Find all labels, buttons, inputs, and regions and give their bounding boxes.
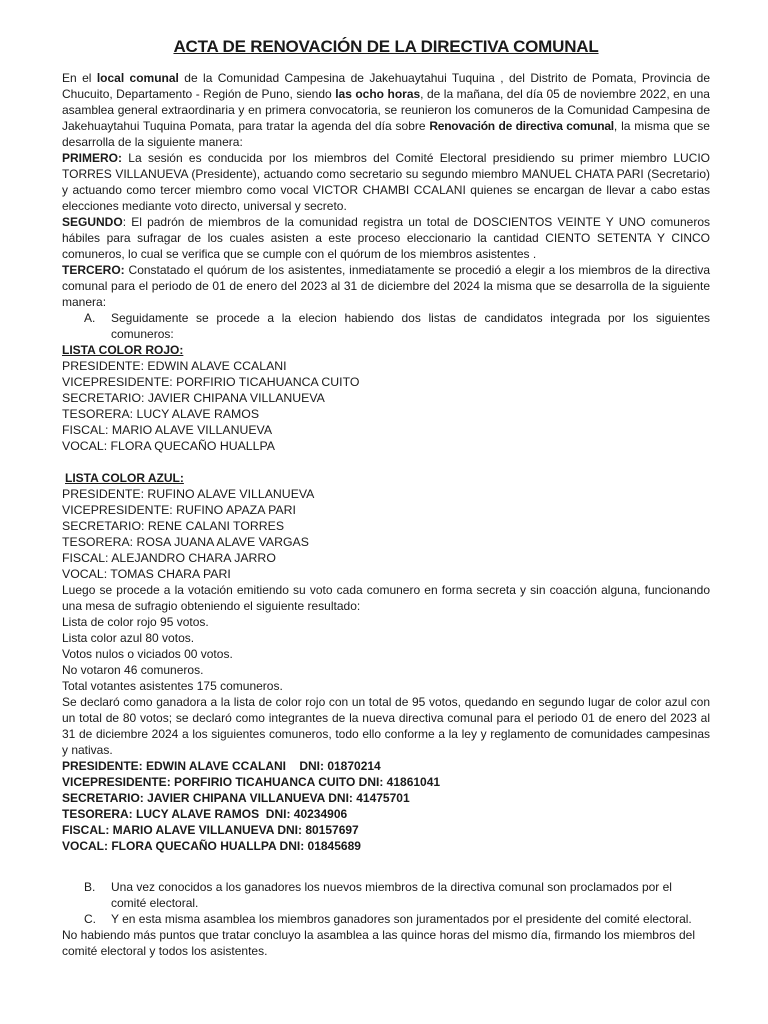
- list-item: FISCAL: MARIO ALAVE VILLANUEVA DNI: 80157697: [62, 823, 359, 837]
- list-item-c: [62, 911, 710, 927]
- declaracion-paragraph: Se declaró como ganadora a la lista de color rojo con un total de 95 votos, quedando en segundo lugar de color azul con un total de 80 votos; se declaró como integrantes de la nueva directiva comunal para el periodo 01 de enero del 2023 al 31 de diciembre 2024 a los siguientes comuneros, todo ello conforme a la ley y reglamento de comunidades campesinas y nativas.: [62, 695, 710, 757]
- item-b-marker: B.: [84, 880, 96, 894]
- intro-text-2: de la Comunidad Campesina de Jakehuaytahui Tuquina , del Distrito de Pomata, Provincia de Chucuito, Departamento - Región de Puno, siendo: [62, 71, 711, 101]
- list-item: FISCAL: MARIO ALAVE VILLANUEVA: [62, 423, 273, 437]
- ganadores-list: [62, 758, 710, 854]
- item-a-text: Seguidamente se procede a la elecion habiendo dos listas de candidatos integrada por los siguientes comuneros:: [111, 311, 710, 341]
- list-item: VOCAL: FLORA QUECAÑO HUALLPA: [62, 439, 275, 453]
- list-item: VICEPRESIDENTE: PORFIRIO TICAHUANCA CUITO: [62, 375, 360, 389]
- list-item: PRESIDENTE: EDWIN ALAVE CCALANI DNI: 01870214: [62, 759, 381, 773]
- segundo-paragraph: [62, 214, 710, 262]
- spacer: [62, 454, 710, 470]
- cierre-paragraph: No habiendo más puntos que tratar concluyo la asamblea a las quince horas del mismo día, firmando los miembros del comité electoral y todos los asistentes.: [62, 928, 695, 958]
- list-item: FISCAL: ALEJANDRO CHARA JARRO: [62, 551, 276, 565]
- list-item-a: [62, 310, 710, 342]
- tercero-label: TERCERO:: [62, 263, 125, 277]
- list-item: Votos nulos o viciados 00 votos.: [62, 647, 233, 661]
- intro-bold-local: local comunal: [96, 71, 179, 85]
- list-item: TESORERA: ROSA JUANA ALAVE VARGAS: [62, 535, 309, 549]
- intro-text-4: , la misma que se desarrolla de la siguiente manera:: [62, 119, 710, 149]
- primero-text: La sesión es conducida por los miembros del Comité Electoral presidiendo su primer miembro LUCIO TORRES VILLANUEVA (Presidente), actuando como secretario su segundo miembro MANUEL CHATA PARI (Secretario) y actuando como tercer miembro como vocal VICTOR CHAMBI CCALANI quienes se encargan de llevar a cabo estas elecciones mediante voto directo, universal y secreto.: [62, 151, 710, 213]
- list-item: Lista color azul 80 votos.: [62, 631, 195, 645]
- lista-azul-heading: LISTA COLOR AZUL:: [65, 471, 184, 485]
- votacion-paragraph: Luego se procede a la votación emitiendo su voto cada comunero en forma secreta y sin coacción alguna, funcionando una mesa de sufragio obteniendo el siguiente resultado:: [62, 583, 710, 613]
- list-item: SECRETARIO: JAVIER CHIPANA VILLANUEVA: [62, 391, 325, 405]
- intro-bold-hour: las ocho horas: [335, 87, 421, 101]
- intro-paragraph: [62, 70, 710, 150]
- list-item: TESORERA: LUCY ALAVE RAMOS DNI: 40234906: [62, 807, 348, 821]
- item-b-text: Una vez conocidos a los ganadores los nuevos miembros de la directiva comunal son proclamados por el comité electoral.: [111, 880, 672, 910]
- item-c-marker: C.: [84, 912, 96, 926]
- document-title: ACTA DE RENOVACIÓN DE LA DIRECTIVA COMUNAL: [173, 37, 599, 56]
- lista-azul-members: [62, 486, 710, 582]
- list-item: PRESIDENTE: RUFINO ALAVE VILLANUEVA: [62, 487, 315, 501]
- list-item: SECRETARIO: JAVIER CHIPANA VILLANUEVA DNI: 41475701: [62, 791, 410, 805]
- segundo-text: : El padrón de miembros de la comunidad registra un total de DOSCIENTOS VEINTE Y UNO comuneros hábiles para sufragar de los cuales asisten a este proceso eleccionario la cantidad CIENTO SETENTA Y CINCO comuneros, lo cual se verifica que se cumple con el quórum de los miembros asistentes .: [62, 215, 710, 261]
- lista-rojo-heading: LISTA COLOR ROJO:: [62, 343, 184, 357]
- list-item: VOCAL: FLORA QUECAÑO HUALLPA DNI: 01845689: [62, 839, 361, 853]
- list-item: TESORERA: LUCY ALAVE RAMOS: [62, 407, 260, 421]
- resultados-list: [62, 614, 710, 694]
- list-item: VOCAL: TOMAS CHARA PARI: [62, 567, 231, 581]
- lista-rojo-members: [62, 358, 710, 454]
- list-item-b: [62, 879, 710, 911]
- tercero-text: Constatado el quórum de los asistentes, inmediatamente se procedió a elegir a los miembros de la directiva comunal para el periodo de 01 de enero del 2023 al 31 de diciembre del 2024 la misma que se desarrolla de la siguiente manera:: [62, 263, 710, 309]
- intro-text-3: , de la mañana, del día 05 de noviembre 2022, en una asamblea general extraordinaria y en primera convocatoria, se reunieron los comuneros de la Comunidad Campesina de Jakehuaytahui Tuquina Pomata, para tratar la agenda del día sobre: [62, 87, 710, 133]
- list-item: VICEPRESIDENTE: PORFIRIO TICAHUANCA CUITO DNI: 41861041: [62, 775, 441, 789]
- intro-text-1: En el: [62, 71, 97, 85]
- list-item: Total votantes asistentes 175 comuneros.: [62, 679, 283, 693]
- list-item: PRESIDENTE: EDWIN ALAVE CCALANI: [62, 359, 287, 373]
- item-c-text: Y en esta misma asamblea los miembros ganadores son juramentados por el presidente del comité electoral.: [111, 912, 692, 926]
- spacer: [62, 854, 710, 879]
- segundo-label: SEGUNDO: [62, 215, 123, 229]
- tercero-paragraph: [62, 262, 710, 310]
- item-a-marker: A.: [84, 311, 96, 325]
- primero-paragraph: [62, 150, 710, 214]
- intro-bold-agenda: Renovación de directiva comunal: [429, 119, 614, 133]
- list-item: Lista de color rojo 95 votos.: [62, 615, 209, 629]
- list-item: VICEPRESIDENTE: RUFINO APAZA PARI: [62, 503, 296, 517]
- list-item: No votaron 46 comuneros.: [62, 663, 204, 677]
- list-item: SECRETARIO: RENE CALANI TORRES: [62, 519, 285, 533]
- primero-label: PRIMERO:: [62, 151, 122, 165]
